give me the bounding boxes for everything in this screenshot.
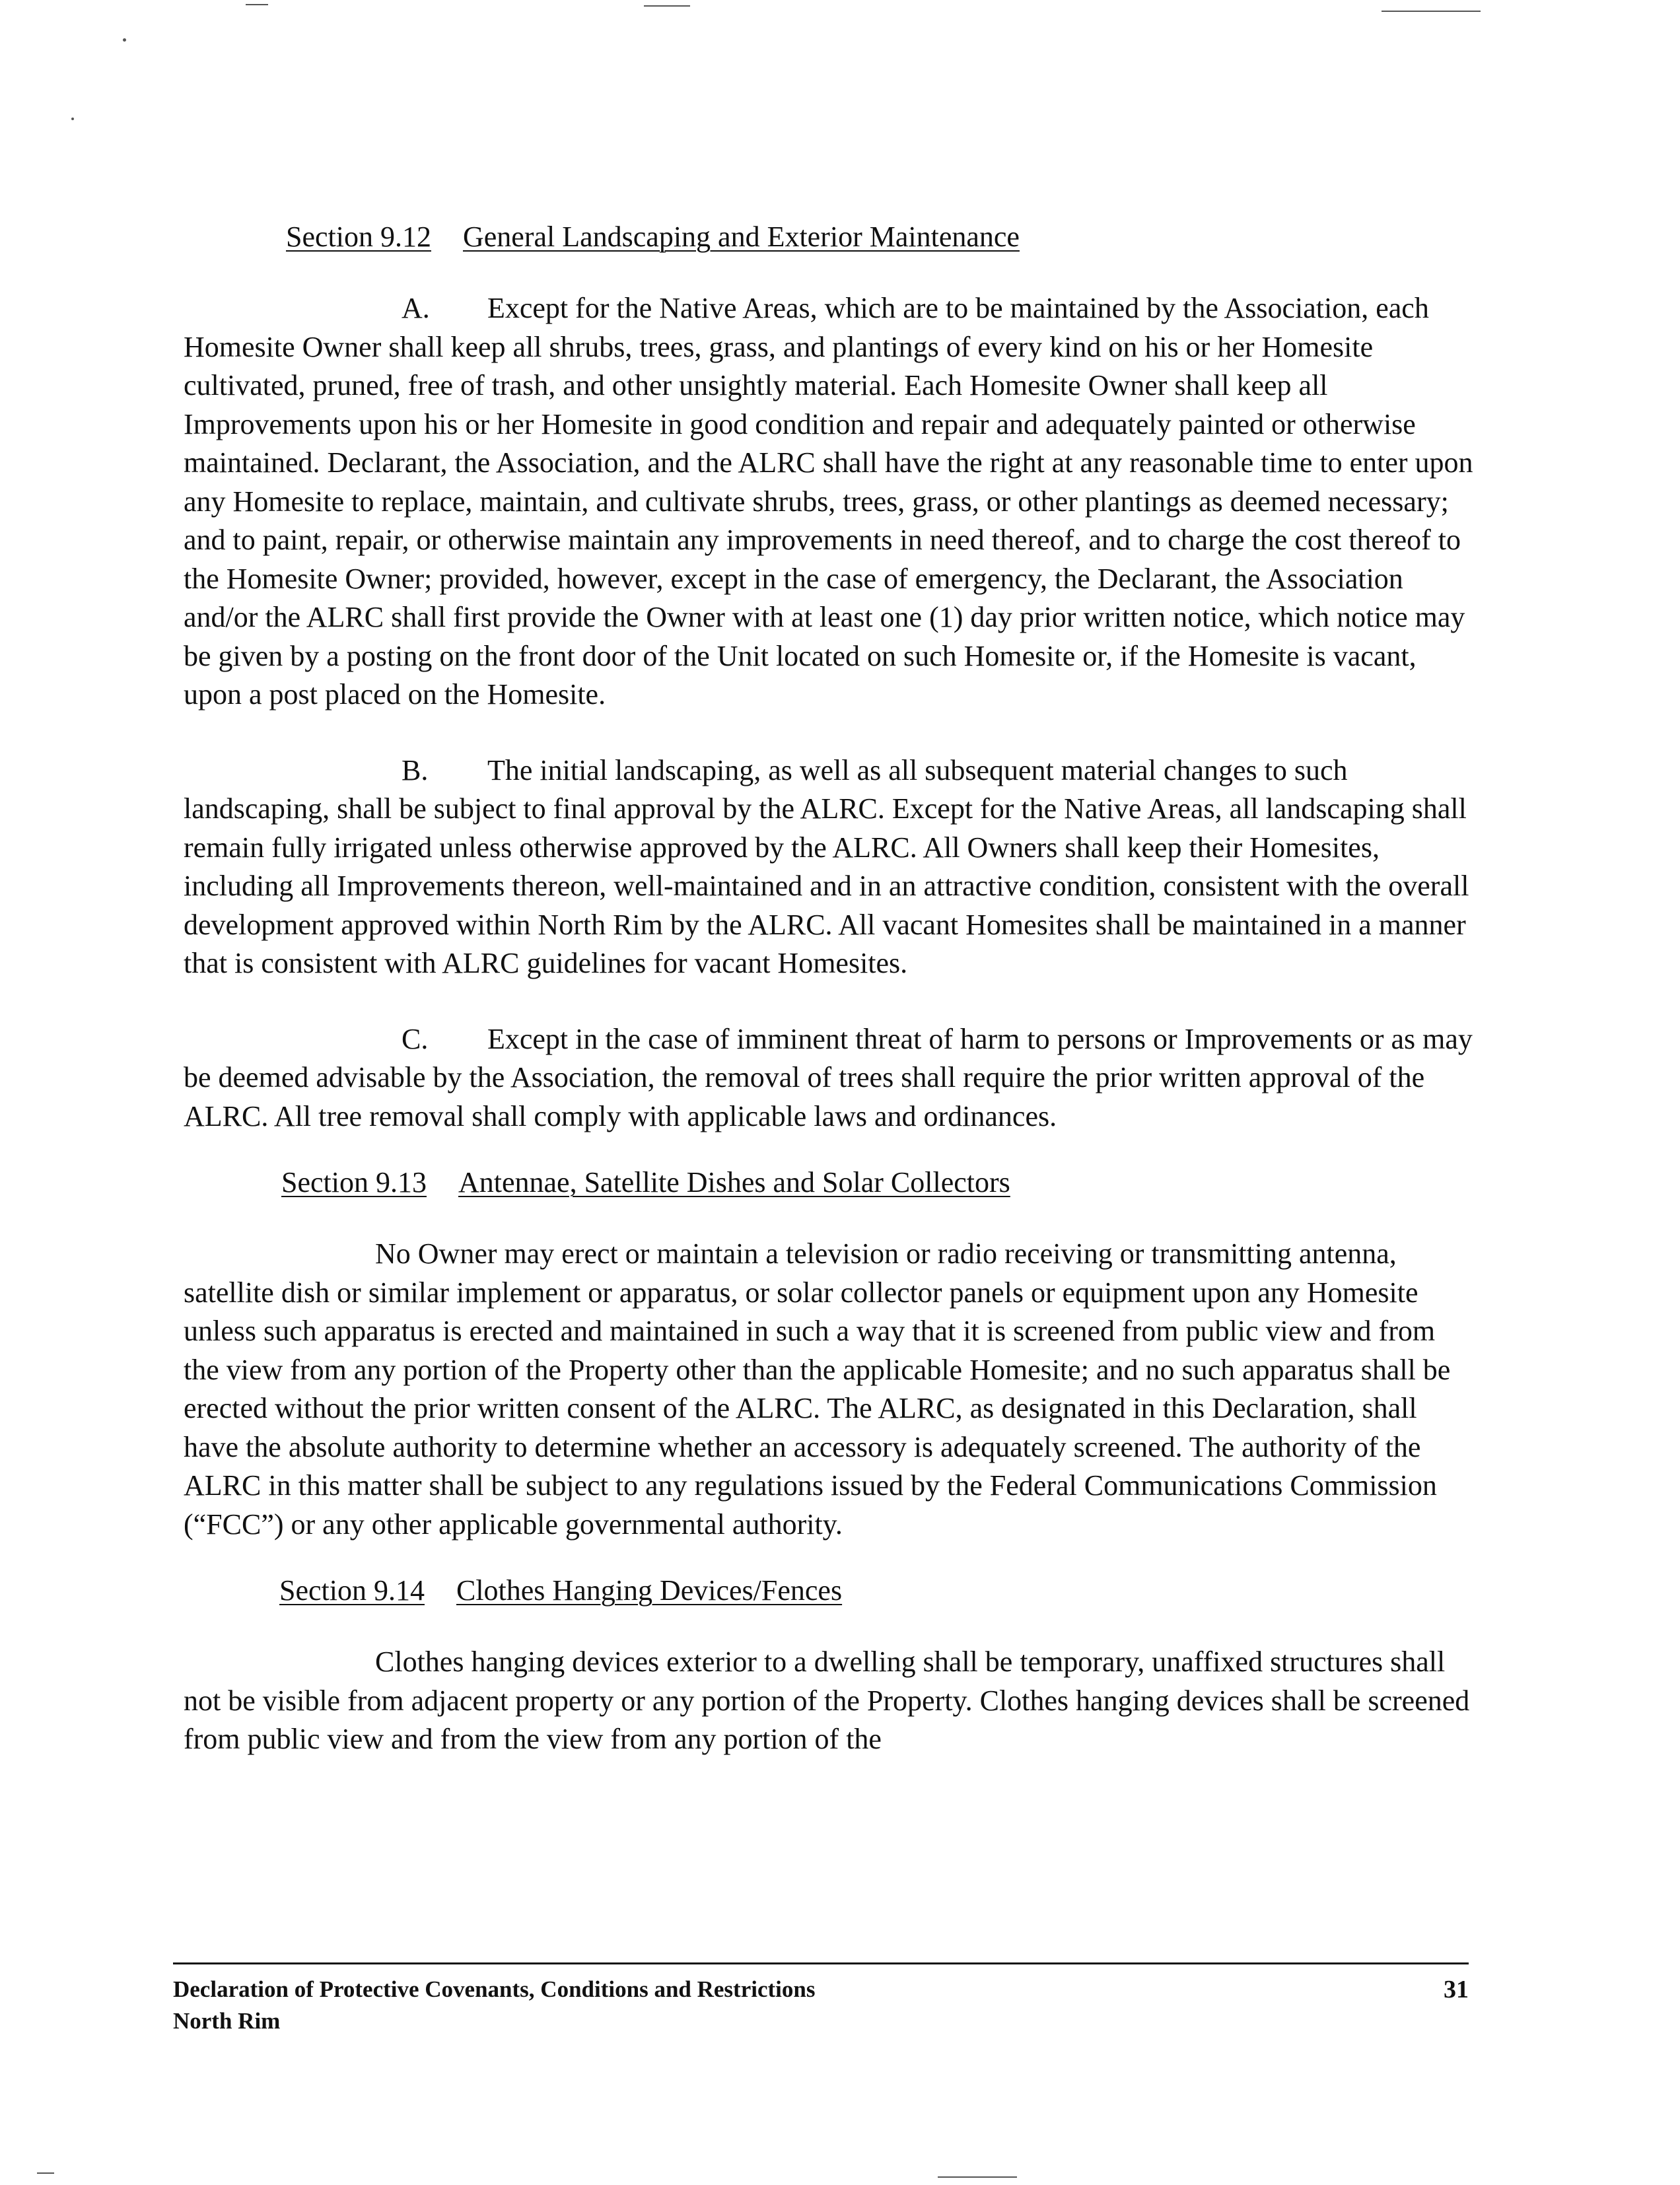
- footer-project-name: North Rim: [173, 2008, 281, 2034]
- paragraph-text: The initial landscaping, as well as all subsequent material changes to such landscaping, shall be subject to final approval by the ALRC. Except for the Native Areas, all landscaping shall remain fully irrigated unless otherwise approved by the ALRC. All Owners shall keep their Homesites, including all Improvements thereon, well-maintained and in an attractive condition, consistent with the overall development approved within North Rim by the ALRC. All vacant Homesites shall be maintained in a manner that is consistent with ALRC guidelines for vacant Homesites.: [184, 753, 1469, 979]
- paragraph: [184, 1020, 1475, 1136]
- scan-artifact: [1382, 11, 1481, 12]
- footer-document-title: Declaration of Protective Covenants, Conditions and Restrictions: [173, 1976, 816, 2002]
- paragraph-text: Except for the Native Areas, which are to be maintained by the Association, each Homesite Owner shall keep all shrubs, trees, grass, and plantings of every kind on his or her Homesite cultivated, pruned, free of trash, and other unsightly material. Each Homesite Owner shall keep all Improvements upon his or her Homesite in good condition and repair and adequately painted or otherwise maintained. Declarant, the Association, and the ALRC shall have the right at any reasonable time to enter upon any Homesite to replace, maintain, and cultivate shrubs, trees, grass, or other plantings as deemed necessary; and to paint, repair, or otherwise maintain any improvements in need thereof, and to charge the cost thereof to the Homesite Owner; provided, however, except in the case of emergency, the Declarant, the Association and/or the ALRC shall first provide the Owner with at least one (1) day prior written notice, which notice may be given by a posting on the front door of the Unit located on such Homesite or, if the Homesite is vacant, upon a post placed on the Homesite.: [184, 292, 1473, 711]
- section-title: General Landscaping and Exterior Maintenance: [462, 221, 1020, 253]
- section-number: Section 9.13: [281, 1166, 427, 1198]
- paragraph: [184, 1235, 1475, 1544]
- paragraph-text: Except in the case of imminent threat of harm to persons or Improvements or as may be deemed advisable by the Association, the removal of trees shall require the prior written approval of the ALRC. All tree removal shall comply with applicable laws and ordinances.: [184, 1022, 1473, 1132]
- section-heading: [184, 1163, 1475, 1202]
- section-number: Section 9.14: [279, 1574, 425, 1607]
- scan-artifact: [123, 38, 126, 42]
- paragraph-label: C.: [402, 1022, 429, 1055]
- paragraph-text: Clothes hanging devices exterior to a dwelling shall be temporary, unaffixed structures shall not be visible from adjacent property or any portion of the Property. Clothes hanging devices shall be screened from public view and from the view from any portion of the: [184, 1646, 1470, 1755]
- paragraph: [184, 289, 1475, 714]
- section-title: Antennae, Satellite Dishes and Solar Collectors: [458, 1166, 1010, 1198]
- scan-artifact: [938, 2176, 1017, 2178]
- page-number: 31: [1444, 1976, 1469, 2003]
- section-number: Section 9.12: [286, 221, 431, 253]
- paragraph: [184, 1643, 1475, 1759]
- section-heading: [184, 1572, 1475, 1610]
- paragraph-text: No Owner may erect or maintain a television or radio receiving or transmitting antenna, satellite dish or similar implement or apparatus, or solar collector panels or equipment upon any Homesite unless such apparatus is erected and maintained in such a way that it is screened from public view and from the view from any portion of the Property other than the applicable Homesite; and no such apparatus shall be erected without the prior written consent of the ALRC. The ALRC, as designated in this Declaration, shall have the absolute authority to determine whether an accessory is adequately screened. The authority of the ALRC in this matter shall be subject to any regulations issued by the Federal Communications Commission (“FCC”) or any other applicable governmental authority.: [184, 1237, 1451, 1541]
- paragraph-label: B.: [402, 753, 429, 786]
- section-heading: [184, 218, 1475, 256]
- scan-artifact: [37, 2172, 54, 2174]
- section-title: Clothes Hanging Devices/Fences: [456, 1574, 843, 1607]
- document-body: [184, 218, 1475, 1796]
- scan-artifact: [644, 5, 690, 7]
- page-footer: [173, 1962, 1469, 2037]
- scan-artifact: [246, 4, 268, 5]
- scan-artifact: [71, 118, 74, 120]
- paragraph-label: A.: [402, 292, 430, 324]
- paragraph: [184, 751, 1475, 983]
